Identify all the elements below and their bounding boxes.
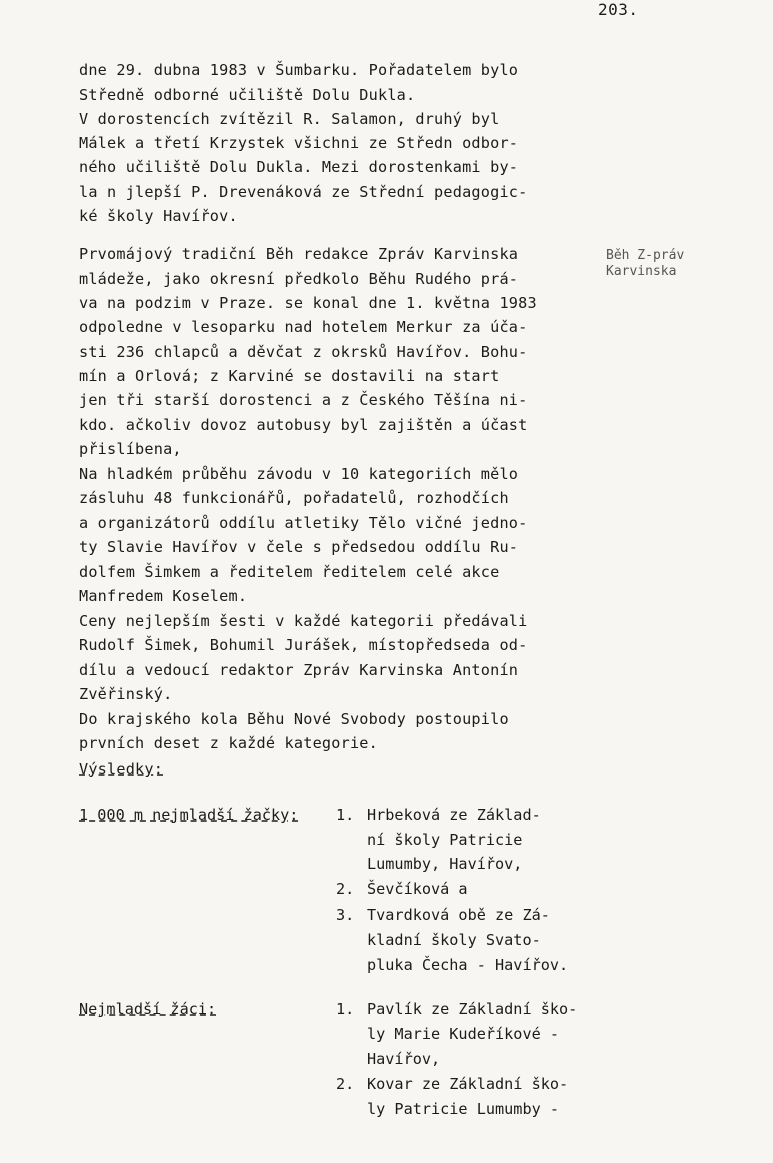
result-text: Kovar ze Základní ško- <box>367 1075 569 1093</box>
text-line: mín a Orlová; z Karviné se dostavili na start <box>79 367 500 385</box>
text-line: Zvěřinský. <box>79 685 173 703</box>
margin-note-line: Karvinska <box>606 264 677 279</box>
text-line: ty Slavie Havířov v čele s předsedou oddílu Ru- <box>79 538 519 556</box>
page-number: 203. <box>598 0 639 19</box>
result-text: Lumumby, Havířov, <box>367 855 523 873</box>
rank-number: 2. <box>336 1075 355 1093</box>
text-line: Ceny nejlepším šesti v každé kategorii předávali <box>79 612 528 630</box>
result-text: Havířov, <box>367 1050 441 1068</box>
result-text: ní školy Patricie <box>367 831 523 849</box>
result-text: kladní školy Svato- <box>367 931 541 949</box>
text-line: V dorostencích zvítězil R. Salamon, druhý byl <box>79 110 500 128</box>
text-line: Na hladkém průběhu závodu v 10 kategoriích mělo <box>79 465 519 483</box>
text-line: kdo. ačkoliv dovoz autobusy byl zajištěn a účast <box>79 416 528 434</box>
text-line: dne 29. dubna 1983 v Šumbarku. Pořadatelem bylo <box>79 61 519 79</box>
result-text: ly Patricie Lumumby - <box>367 1100 560 1118</box>
text-line: la n jlepší P. Drevenáková ze Střední pedagogic- <box>79 183 528 201</box>
text-line: ného učiliště Dolu Dukla. Mezi dorostenkami by- <box>79 158 519 176</box>
rank-number: 3. <box>336 906 355 924</box>
text-line: mládeže, jako okresní předkolo Běhu Rudého prá- <box>79 270 519 288</box>
rank-number: 1. <box>336 1000 355 1018</box>
text-line: dílu a vedoucí redaktor Zpráv Karvinska Antonín <box>79 661 519 679</box>
result-text: Tvardková obě ze Zá- <box>367 906 550 924</box>
text-line: odpoledne v lesoparku nad hotelem Merkur za úča- <box>79 318 528 336</box>
text-line: a organizátorů oddílu atletiky Tělo vičné jedno- <box>79 514 528 532</box>
text-line: prvních deset z každé kategorie. <box>79 734 378 752</box>
text-line: sti 236 chlapců a děvčat z okrsků Havířov. Bohu- <box>79 343 528 361</box>
text-line: Manfredem Koselem. <box>79 587 248 605</box>
text-line: Do krajského kola Běhu Nové Svobody postoupilo <box>79 710 509 728</box>
text-line: Prvomájový tradiční Běh redakce Zpráv Karvinska <box>79 245 519 263</box>
result-text: Ševčíková a <box>367 880 468 898</box>
result-text: Hrbeková ze Základ- <box>367 806 541 824</box>
category-label: Nejmladší žáci: <box>79 1000 217 1018</box>
text-line: přislíbena, <box>79 440 182 458</box>
result-text: pluka Čecha - Havířov. <box>367 956 569 974</box>
text-line: Málek a třetí Krzystek všichni ze Středn odbor- <box>79 134 519 152</box>
rank-number: 2. <box>336 880 355 898</box>
result-text: Pavlík ze Základní ško- <box>367 1000 578 1018</box>
text-line: dolfem Šimkem a ředitelem ředitelem celé akce <box>79 563 500 581</box>
text-line: ké školy Havířov. <box>79 207 238 225</box>
text-line: va na podzim v Praze. se konal dne 1. května 1983 <box>79 294 537 312</box>
text-line: Rudolf Šimek, Bohumil Jurášek, místopředseda od- <box>79 636 528 654</box>
text-line: jen tři starší dorostenci a z Českého Těšína ni- <box>79 391 528 409</box>
text-line: zásluhu 48 funkcionářů, pořadatelů, rozhodčích <box>79 489 509 507</box>
rank-number: 1. <box>336 806 355 824</box>
category-label: 1 000 m nejmladší žačky: <box>79 806 299 824</box>
text-line: Středně odborné učiliště Dolu Dukla. <box>79 86 416 104</box>
margin-note-line: Běh Z-práv <box>606 248 685 263</box>
results-heading: Výsledky: <box>79 760 164 778</box>
result-text: ly Marie Kudeříkové - <box>367 1025 560 1043</box>
